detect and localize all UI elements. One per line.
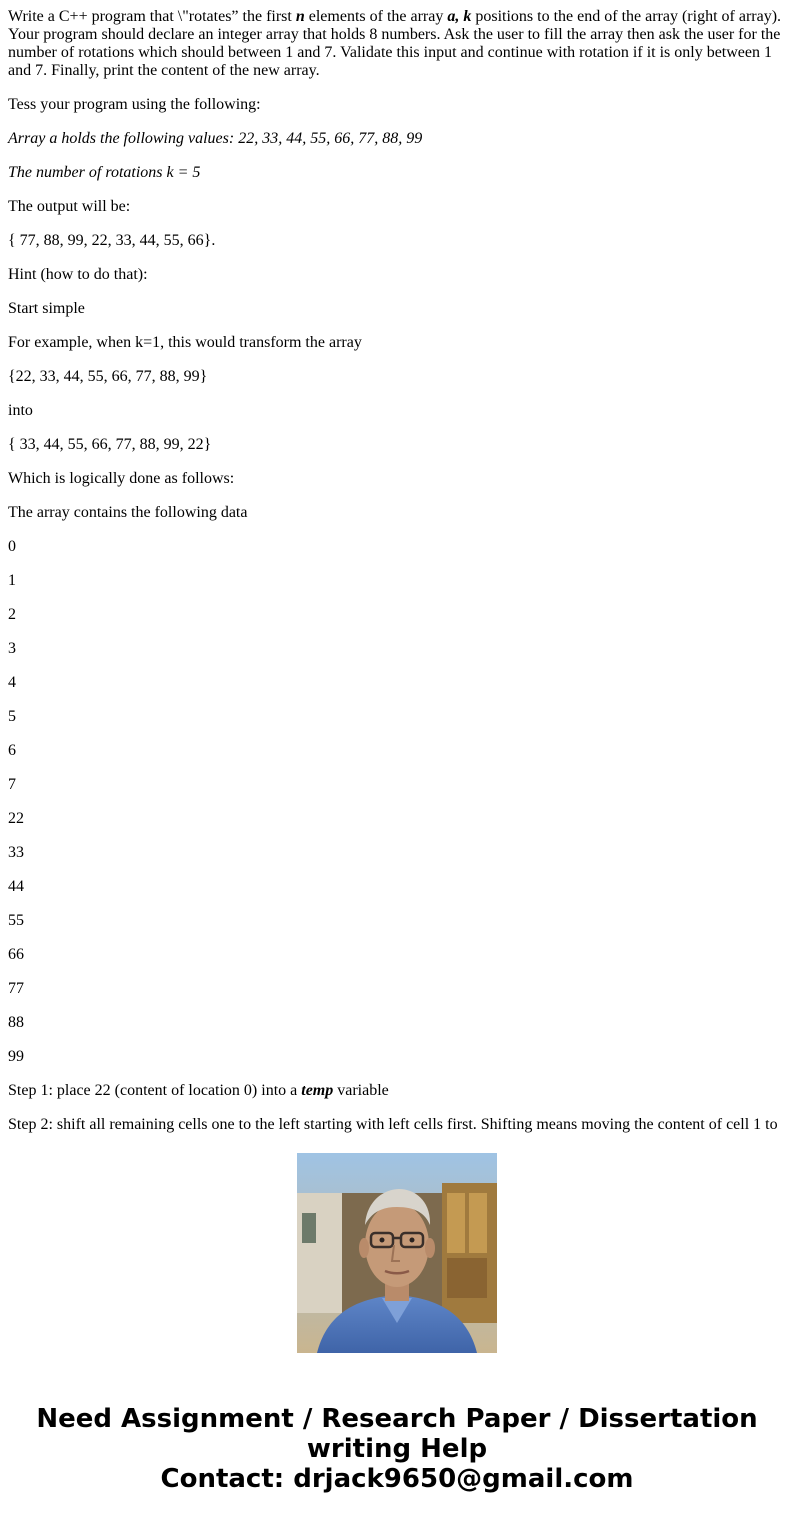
original-array: {22, 33, 44, 55, 66, 77, 88, 99} bbox=[8, 368, 208, 385]
example-line: For example, when k=1, this would transform the array bbox=[8, 334, 362, 351]
rotations-line: The number of rotations k = 5 bbox=[8, 164, 201, 181]
array-index: 2 bbox=[8, 606, 16, 623]
array-value: 88 bbox=[8, 1014, 24, 1031]
step-1-text: Step 1: place 22 (content of location 0) into a bbox=[8, 1082, 302, 1099]
start-simple: Start simple bbox=[8, 300, 85, 317]
array-index: 5 bbox=[8, 708, 16, 725]
intro-paragraph bbox=[8, 8, 786, 80]
hint-heading: Hint (how to do that): bbox=[8, 266, 148, 283]
into-word: into bbox=[8, 402, 33, 419]
output-heading: The output will be: bbox=[8, 198, 131, 215]
array-index: 1 bbox=[8, 572, 16, 589]
array-value: 22 bbox=[8, 810, 24, 827]
promo-line-1: Need Assignment / Research Paper / Dissertation bbox=[36, 1404, 758, 1434]
array-value: 99 bbox=[8, 1048, 24, 1065]
intro-var-ak: a, k bbox=[447, 8, 472, 25]
array-index: 7 bbox=[8, 776, 16, 793]
avatar-portrait-icon bbox=[297, 1153, 497, 1353]
array-index: 4 bbox=[8, 674, 16, 691]
array-value: 77 bbox=[8, 980, 24, 997]
avatar bbox=[297, 1153, 497, 1353]
intro-text-2: elements of the array bbox=[304, 8, 448, 25]
test-heading: Tess your program using the following: bbox=[8, 96, 261, 113]
array-value: 33 bbox=[8, 844, 24, 861]
intro-text-3: positions to the end of the array (right of array). Your program should declare an integer array that holds 8 numbers. Ask the user to fill the array then ask the user for the number of rotations which should between 1 and 7. Validate this input and continue with rotation if it is only between 1 and 7. Finally, print the content of the new array. bbox=[8, 8, 782, 79]
step-2: Step 2: shift all remaining cells one to the left starting with left cells first. Shifting means moving the content of cell 1 to bbox=[8, 1116, 778, 1133]
rotated-array: { 33, 44, 55, 66, 77, 88, 99, 22} bbox=[8, 436, 212, 453]
logic-line: Which is logically done as follows: bbox=[8, 470, 235, 487]
intro-text-1: Write a C++ program that \"rotates” the first bbox=[8, 8, 296, 25]
array-value: 66 bbox=[8, 946, 24, 963]
output-value: { 77, 88, 99, 22, 33, 44, 55, 66}. bbox=[8, 232, 216, 249]
array-index: 6 bbox=[8, 742, 16, 759]
document-body bbox=[8, 8, 786, 1133]
array-index: 3 bbox=[8, 640, 16, 657]
contains-line: The array contains the following data bbox=[8, 504, 248, 521]
promo-contact: Contact: drjack9650@gmail.com bbox=[160, 1464, 634, 1494]
promo-banner bbox=[0, 1404, 794, 1494]
step-1 bbox=[8, 1082, 786, 1100]
array-value: 44 bbox=[8, 878, 24, 895]
step-1-text-end: variable bbox=[333, 1082, 389, 1099]
array-values-line: Array a holds the following values: 22, 33, 44, 55, 66, 77, 88, 99 bbox=[8, 130, 423, 147]
array-value: 55 bbox=[8, 912, 24, 929]
array-index: 0 bbox=[8, 538, 16, 555]
intro-var-n: n bbox=[295, 8, 305, 25]
promo-line-2: writing Help bbox=[306, 1434, 488, 1464]
step-1-temp: temp bbox=[301, 1082, 334, 1099]
